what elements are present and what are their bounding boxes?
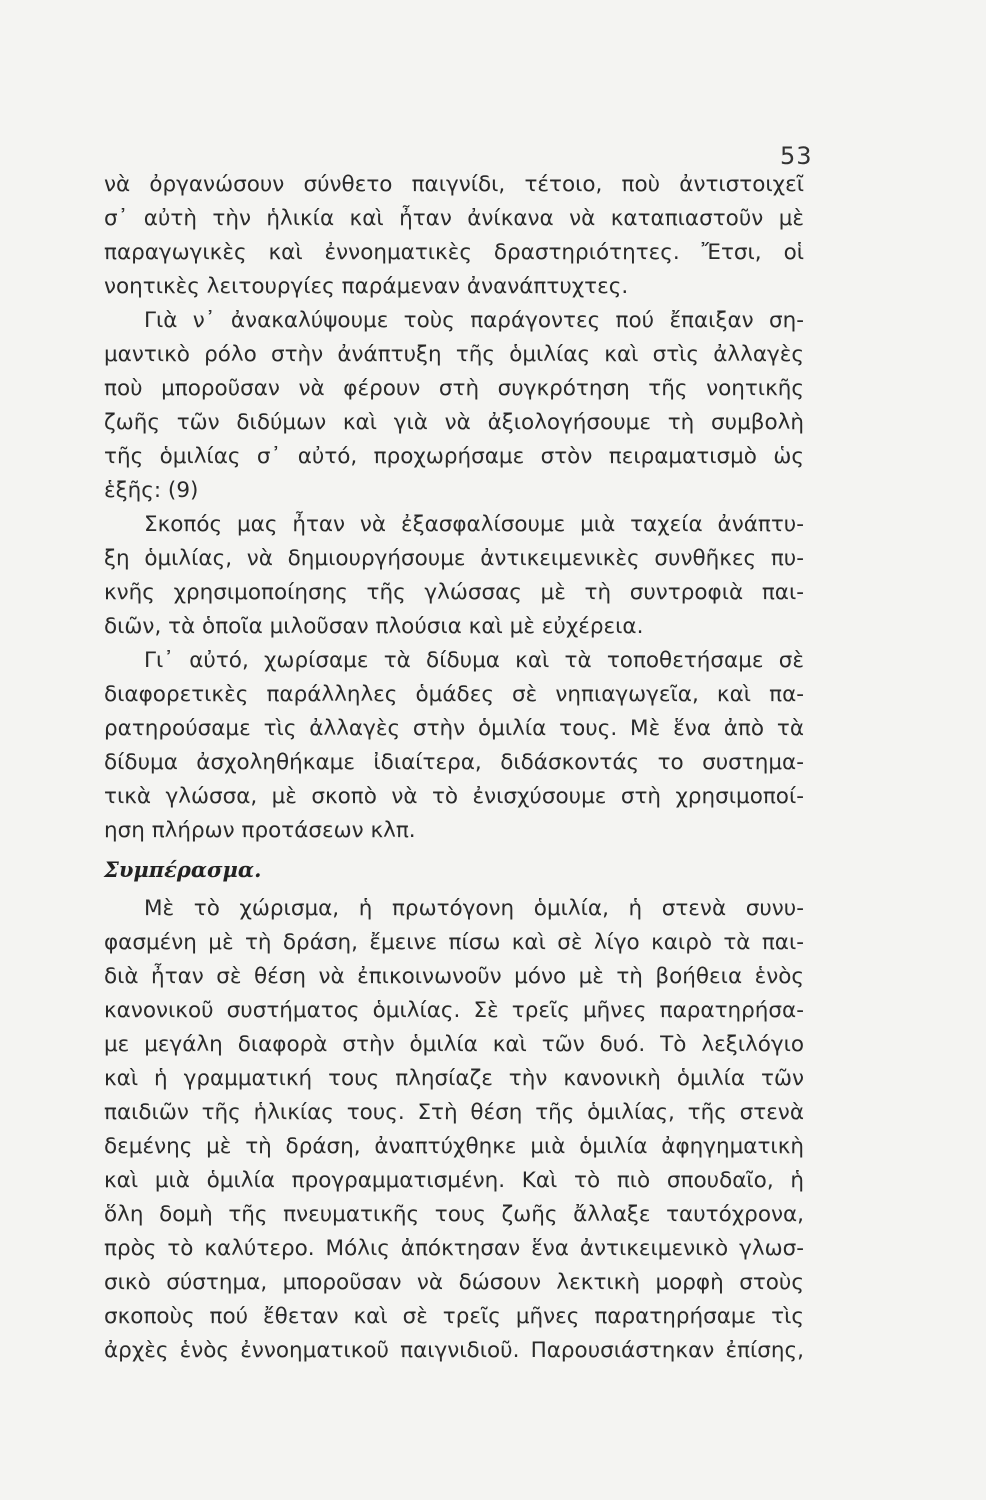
page-number: 53 <box>780 142 813 170</box>
section-heading: Συμπέρασμα. <box>104 857 262 882</box>
text-line: φασμένη μὲ τὴ δράση, ἔμεινε πίσω καὶ σὲ λίγο καιρὸ τὰ παι- <box>104 930 804 955</box>
text-line: παιδιῶν τῆς ἡλικίας τους. Στὴ θέση τῆς ὁμιλίας, τῆς στενὰ <box>104 1100 804 1125</box>
paragraph <box>104 168 804 304</box>
text-line: πρὸς τὸ καλύτερο. Μόλις ἀπόκτησαν ἕνα ἀντικειμενικὸ γλωσ- <box>104 1236 804 1261</box>
text-line: ηση πλήρων προτάσεων κλπ. <box>104 818 416 843</box>
text-line: παραγωγικὲς καὶ ἐννοηματικὲς δραστηριότητες. Ἔτσι, οἱ <box>104 240 804 265</box>
text-line: ἑξῆς: (9) <box>104 478 199 503</box>
text-line: μαντικὸ ρόλο στὴν ἀνάπτυξη τῆς ὁμιλίας καὶ στὶς ἀλλαγὲς <box>104 342 804 367</box>
text-line: καὶ μιὰ ὁμιλία προγραμματισμένη. Καὶ τὸ πιὸ σπουδαῖο, ἡ <box>104 1168 804 1193</box>
text-line: διῶν, τὰ ὁποῖα μιλοῦσαν πλούσια καὶ μὲ εὐχέρεια. <box>104 614 644 639</box>
text-line: Μὲ τὸ χώρισμα, ἡ πρωτόγονη ὁμιλία, ἡ στενὰ συνυ- <box>144 896 804 921</box>
text-line: διαφορετικὲς παράλληλες ὁμάδες σὲ νηπιαγωγεῖα, καὶ πα- <box>104 682 804 707</box>
text-line: ἀρχὲς ἑνὸς ἐννοηματικοῦ παιγνιδιοῦ. Παρουσιάστηκαν ἐπίσης, <box>104 1338 804 1363</box>
text-line: ξη ὁμιλίας, νὰ δημιουργήσουμε ἀντικειμενικὲς συνθῆκες πυ- <box>104 546 804 571</box>
text-line: ὅλη δομὴ τῆς πνευματικῆς τους ζωῆς ἄλλαξε ταυτόχρονα, <box>104 1202 804 1227</box>
text-line: με μεγάλη διαφορὰ στὴν ὁμιλία καὶ τῶν δυό. Τὸ λεξιλόγιο <box>104 1032 804 1057</box>
text-line: τικὰ γλώσσα, μὲ σκοπὸ νὰ τὸ ἐνισχύσουμε στὴ χρησιμοποί- <box>104 784 804 809</box>
text-line: σκοποὺς πού ἔθεταν καὶ σὲ τρεῖς μῆνες παρατηρήσαμε τὶς <box>104 1304 804 1329</box>
text-line: δίδυμα ἀσχοληθήκαμε ἰδιαίτερα, διδάσκοντάς το συστημα- <box>104 750 804 775</box>
text-line: κανονικοῦ συστήματος ὁμιλίας. Σὲ τρεῖς μῆνες παρατηρήσα- <box>104 998 804 1023</box>
text-line: νοητικὲς λειτουργίες παράμεναν ἀνανάπτυχτες. <box>104 274 629 299</box>
text-line: καὶ ἡ γραμματική τους πλησίαζε τὴν κανονικὴ ὁμιλία τῶν <box>104 1066 804 1091</box>
text-line: κνῆς χρησιμοποίησης τῆς γλώσσας μὲ τὴ συντροφιὰ παι- <box>104 580 804 605</box>
text-line: δεμένης μὲ τὴ δράση, ἀναπτύχθηκε μιὰ ὁμιλία ἀφηγηματικὴ <box>104 1134 804 1159</box>
text-line: σ᾽ αὐτὴ τὴν ἡλικία καὶ ἦταν ἀνίκανα νὰ καταπιαστοῦν μὲ <box>104 206 804 231</box>
text-line: νὰ ὀργανώσουν σύνθετο παιγνίδι, τέτοιο, ποὺ ἀντιστοιχεῖ <box>104 172 804 197</box>
text-line: διὰ ἦταν σὲ θέση νὰ ἐπικοινωνοῦν μόνο μὲ τὴ βοήθεια ἑνὸς <box>104 964 804 989</box>
text-line: ποὺ μποροῦσαν νὰ φέρουν στὴ συγκρότηση τῆς νοητικῆς <box>104 376 804 401</box>
text-line: ζωῆς τῶν διδύμων καὶ γιὰ νὰ ἀξιολογήσουμε τὴ συμβολὴ <box>104 410 804 435</box>
body-text <box>104 168 804 1368</box>
paragraph <box>104 892 804 1368</box>
text-line: ρατηρούσαμε τὶς ἀλλαγὲς στὴν ὁμιλία τους. Μὲ ἕνα ἀπὸ τὰ <box>104 716 804 741</box>
text-line: τῆς ὁμιλίας σ᾽ αὐτό, προχωρήσαμε στὸν πειραματισμὸ ὡς <box>104 444 804 469</box>
text-line: Σκοπός μας ἦταν νὰ ἐξασφαλίσουμε μιὰ ταχεία ἀνάπτυ- <box>144 512 804 537</box>
paragraph <box>104 644 804 848</box>
paragraph <box>104 508 804 644</box>
text-line: σικὸ σύστημα, μποροῦσαν νὰ δώσουν λεκτικὴ μορφὴ στοὺς <box>104 1270 804 1295</box>
text-line: Γι᾽ αὐτό, χωρίσαμε τὰ δίδυμα καὶ τὰ τοποθετήσαμε σὲ <box>144 648 804 673</box>
text-line: Γιὰ ν᾽ ἀνακαλύψουμε τοὺς παράγοντες πού ἔπαιξαν ση- <box>144 308 804 333</box>
paragraph <box>104 304 804 508</box>
